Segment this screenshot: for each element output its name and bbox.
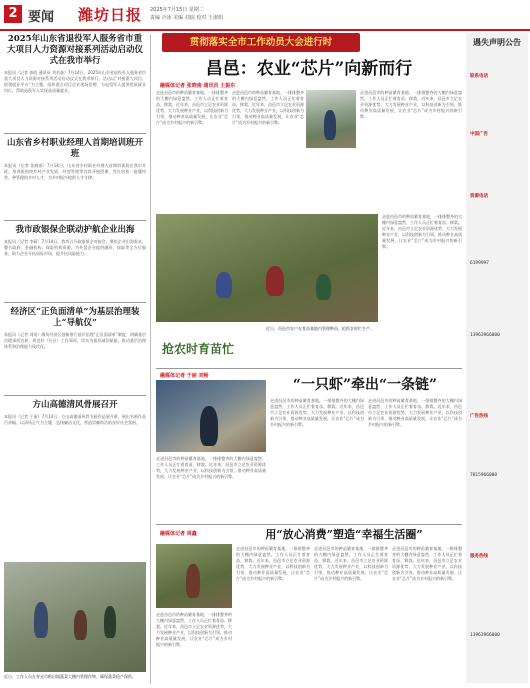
sidebar-line: 广告热线 (470, 414, 488, 419)
sidebar-line: 资源电话 (470, 194, 488, 199)
third-headline: 用“放心消费”塑造“幸福生活圈” (265, 528, 423, 541)
second-body-col-3: 走进昌邑市的种苗繁育基地，一排排整齐的大棚内绿意盎然，工作人员正忙着育苗、移栽。近年来，昌邑市立足农业资源优势，大力发展种业产业，以科技创新为引领，推动种业高质量发展，让农业“芯片”成为乡村振兴的新引擎。 (368, 398, 462, 427)
main-photo-caption: 近日，昌邑市农户在育苗基地内管理种苗，抢抓农时忙生产。 (266, 326, 374, 331)
left-photo-caption: 近日，工作人员在寿光市稻田镇蔬菜大棚内管理作物，确保蔬菜稳产保供。 (4, 674, 136, 679)
left-column (4, 34, 146, 462)
third-body-col-1: 走进昌邑市的种苗繁育基地，一排排整齐的大棚内绿意盎然，工作人员正忙着育苗、移栽。近年来，昌邑市立足农业资源优势，大力发展种业产业，以科技创新为引领，推动种业高质量发展，让农业“芯片”成为乡村振兴的新引擎。 (236, 546, 310, 581)
person-figure (104, 606, 116, 638)
divider (156, 524, 462, 525)
story-1-headline: 2025年山东省退役军人服务省市重大项目人力资源对接系列活动启动仪式在我市举行 (6, 34, 143, 66)
page-number: 2 (4, 5, 22, 23)
story-1-body: 本报讯（记者 郭欣 通讯员 刘若森）7月14日，2025年山东省退役军人服务省市重大项目人力资源对接系列活动启动仪式在我市举行。活动以“对接重大项目、搭建就业平台”为主题，组织重点项目企业现场招聘，为退役军人提供优质就业岗位，帮助退役军人实现高质量就业。 (4, 70, 146, 93)
third-body-col-0: 走进昌邑市的种苗繁育基地，一排排整齐的大棚内绿意盎然，工作人员正忙着育苗、移栽。近年来，昌邑市立足农业资源优势，大力发展种业产业，以科技创新为引领，推动种业高质量发展，让农业“芯片”成为乡村振兴的新引擎。 (156, 612, 232, 647)
person-figure (324, 110, 336, 140)
story-3-body: 本报讯（记者 李莉）7月14日，我市召开政银保企对接会，聚焦企业出海需求，整合政府、金融机构、保险机构资源，为外贸企业提供融资、保险等全方位服务，助力企业开拓国际市场，提升抗风险能力。 (4, 239, 146, 256)
person-figure (200, 406, 218, 446)
main-news-photo (156, 214, 378, 322)
third-body-col-2: 走进昌邑市的种苗繁育基地，一排排整齐的大棚内绿意盎然，工作人员正忙着育苗、移栽。近年来，昌邑市立足农业资源优势，大力发展种业产业，以科技创新为引领，推动种业高质量发展，让农业“芯片”成为乡村振兴的新引擎。 (314, 546, 388, 581)
story-5-headline: 方山高德清风骨展召开 (32, 400, 118, 410)
divider (4, 395, 146, 396)
inset-photo (306, 90, 356, 148)
person-figure (34, 602, 48, 638)
person-figure (74, 610, 87, 640)
main-headline: 昌邑：农业“芯片”向新而行 (205, 59, 413, 79)
feature-banner: 贯彻落实全市工作动员大会进行时 (162, 33, 360, 52)
section-title: 要闻 (28, 10, 55, 25)
second-body-col-1: 走进昌邑市的种苗繁育基地，一排排整齐的大棚内绿意盎然，工作人员正忙着育苗、移栽。近年来，昌邑市立足农业资源优势，大力发展种业产业，以科技创新为引领，推动种业高质量发展，让农业“芯片”成为乡村振兴的新引擎。 (156, 456, 266, 479)
third-body-col-3: 走进昌邑市的种苗繁育基地，一排排整齐的大棚内绿意盎然，工作人员正忙着育苗、移栽。近年来，昌邑市立足农业资源优势，大力发展种业产业，以科技创新为引领，推动种业高质量发展，让农业“芯片”成为乡村振兴的新引擎。 (392, 546, 462, 581)
divider (4, 220, 146, 221)
sidebar-title: 遇失声明公告 (473, 38, 521, 47)
story-4-headline: 经济区“正负面清单”为基层治理装上“导航仪” (10, 307, 140, 328)
divider (4, 133, 146, 134)
third-byline: 融媒体记者 周鑫 (160, 531, 197, 537)
person-figure (186, 564, 200, 598)
column-rule (150, 34, 151, 684)
photo-story-title: 抢农时育苗忙 (162, 342, 235, 356)
divider (156, 368, 462, 369)
header-rule (0, 29, 530, 31)
story-5-body: 本报讯（记者 于丽）7月14日，方山高德清风骨书画作品展开幕，展出书画作品百余幅，以清风正气为主题，弘扬廉洁文化，营造崇廉尚洁的良好社会氛围。 (4, 414, 146, 425)
sidebar-line: 服务热线 (470, 554, 488, 559)
second-body-col-2: 走进昌邑市的种苗繁育基地，一排排整齐的大棚内绿意盎然，工作人员正忙着育苗、移栽。近年来，昌邑市立足农业资源优势，大力发展种业产业，以科技创新为引领，推动种业高质量发展，让农业“芯片”成为乡村振兴的新引擎。 (270, 398, 364, 427)
main-body-col-3: 走进昌邑市的种苗繁育基地，一排排整齐的大棚内绿意盎然，工作人员正忙着育苗、移栽。近年来，昌邑市立足农业资源优势，大力发展种业产业，以科技创新为引领，推动种业高质量发展，让农业“芯片”成为乡村振兴的新引擎。 (360, 90, 462, 119)
person-figure (216, 272, 232, 298)
divider (4, 302, 146, 303)
sidebar-line: 中国广告 (470, 132, 488, 137)
main-body-col-4: 走进昌邑市的种苗繁育基地，一排排整齐的大棚内绿意盎然，工作人员正忙着育苗、移栽。近年来，昌邑市立足农业资源优势，大力发展种业产业，以科技创新为引领，推动种业高质量发展，让农业“芯片”成为乡村振兴的新引擎。 (382, 214, 462, 249)
page-header (0, 0, 530, 30)
main-byline: 融媒体记者 张晓南 通讯员 王振东 (160, 83, 236, 89)
staff-line: 责编 冷冰 美编 刘琨 校对 王淑娟 (150, 15, 223, 21)
sidebar-line: 13963966000 (470, 633, 500, 638)
person-figure (316, 274, 331, 300)
sidebar-line: 7815966000 (470, 473, 498, 478)
newspaper-name: 潍坊日报 (78, 6, 143, 24)
classified-sidebar (466, 33, 528, 683)
sidebar-line: 联系电话 (470, 74, 488, 79)
story-2-body: 本报讯（记者 张晓南）7月14日，山东省乡村职业经理人首期培训班在我市开班。培训班围绕乡村产业发展、经营管理等内容开展授课，旨在培养一批懂经营、善管理的乡村人才，为乡村振兴提供人才支撑。 (4, 163, 146, 180)
second-headline: “一只虾”牵出“一条链” (292, 377, 438, 393)
sidebar-line: 6199997 (470, 261, 489, 266)
second-byline: 融媒体记者 于丽 刘畅 (160, 373, 209, 379)
main-body-col-2: 走进昌邑市的种苗繁育基地，一排排整齐的大棚内绿意盎然，工作人员正忙着育苗、移栽。近年来，昌邑市立足农业资源优势，大力发展种业产业，以科技创新为引领，推动种业高质量发展，让农业“芯片”成为乡村振兴的新引擎。 (232, 90, 304, 125)
story-2-headline: 山东省乡村职业经理人首期培训班开班 (6, 138, 143, 159)
date-line: 2025年7月15日 星期二 (150, 7, 204, 13)
story-4-body: 本报讯（记者 刘英）潍坊经济区创新推行基层治理“正负面清单”制度，明确基层治理事项边界，规范村（社区）工作事项，切实为基层减负赋能，推动基层治理体系和治理能力现代化。 (4, 332, 146, 349)
third-news-photo (156, 544, 232, 608)
story-3-headline: 我市政银保企联动护航企业出海 (15, 225, 135, 235)
second-news-photo (156, 380, 266, 452)
sidebar-line: 13963966000 (470, 333, 500, 338)
main-body-col-1: 走进昌邑市的种苗繁育基地，一排排整齐的大棚内绿意盎然，工作人员正忙着育苗、移栽。近年来，昌邑市立足农业资源优势，大力发展种业产业，以科技创新为引领，推动种业高质量发展，让农业“芯片”成为乡村振兴的新引擎。 (156, 90, 228, 125)
person-figure (266, 266, 284, 296)
left-news-photo (4, 562, 146, 672)
